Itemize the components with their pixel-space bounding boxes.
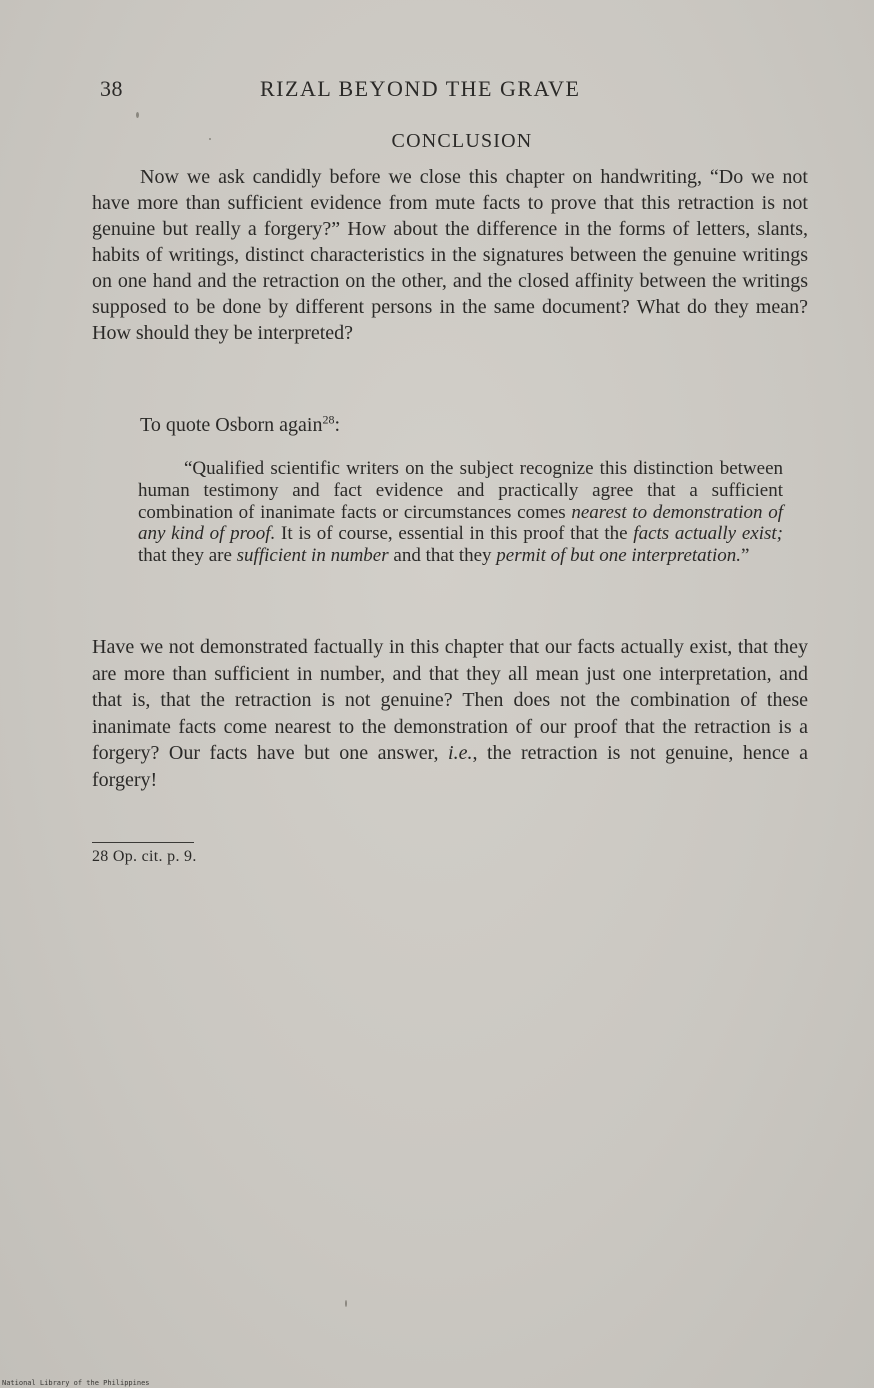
quote-emphasis: nearest to demonstration of any kind of proof.	[138, 501, 783, 545]
paragraph-conclusion	[92, 164, 808, 346]
quote-text: “Qualified scientific writers on the subject recognize this distinction between human testimony and fact evidence and practically agree that a sufficient combination of inanimate facts or circumstances comes	[138, 458, 783, 523]
running-title: RIZAL BEYOND THE GRAVE	[260, 76, 581, 101]
quote-text: It is of course, essential in this proof that the	[275, 523, 634, 545]
block-quote	[138, 458, 783, 567]
abbreviation: i.e.	[448, 742, 473, 764]
punctuation: :	[334, 414, 341, 436]
footnote-divider	[92, 842, 194, 843]
paper-speck	[345, 1300, 347, 1307]
section-title: CONCLUSION	[391, 130, 533, 152]
quote-emphasis: facts actually exist;	[633, 523, 783, 545]
paragraph-text: Now we ask candidly before we close this chapter on handwriting, “Do we not have more than sufficient evidence from mute facts to prove that this retraction is not genuine but really a forgery?” How about the difference in the forms of letters, slants, habits of writings, distinct characteristics in the signatures between the genuine writings on one hand and the retraction on the other, and the closed affinity between the writings supposed to be done by different persons in the same document? What do they mean? How should they be interpreted?	[92, 166, 808, 344]
paragraph-text: To quote Osborn again	[140, 414, 323, 436]
quote-text: and that they	[388, 545, 497, 567]
quote-emphasis: sufficient in number	[236, 545, 389, 567]
library-credit: National Library of the Philippines	[2, 1379, 150, 1387]
paragraph-quote-intro	[92, 412, 808, 438]
paragraph-argument	[92, 634, 808, 793]
paragraph-text: Have we not demonstrated factually in this chapter that our facts actually exist, that they are more than sufficient in number, and that they all mean just one interpretation, and that is, that the retraction is not genuine? Then does not the combination of these inanimate facts come nearest to the demonstration of our proof that the retraction is a forgery? Our facts have but one answer,	[92, 636, 808, 764]
page-number: 38	[100, 76, 123, 101]
paragraph-text: , the retraction is not genuine, hence a forgery!	[92, 742, 808, 791]
footnote: 28 Op. cit. p. 9.	[92, 848, 197, 865]
quote-text: that they are	[138, 545, 237, 567]
quote-text: ”	[740, 545, 750, 567]
paper-speck	[136, 112, 139, 118]
running-header	[100, 76, 810, 106]
quote-emphasis: permit of but one interpretation.	[496, 545, 741, 567]
footnote-reference: 28	[322, 412, 335, 427]
